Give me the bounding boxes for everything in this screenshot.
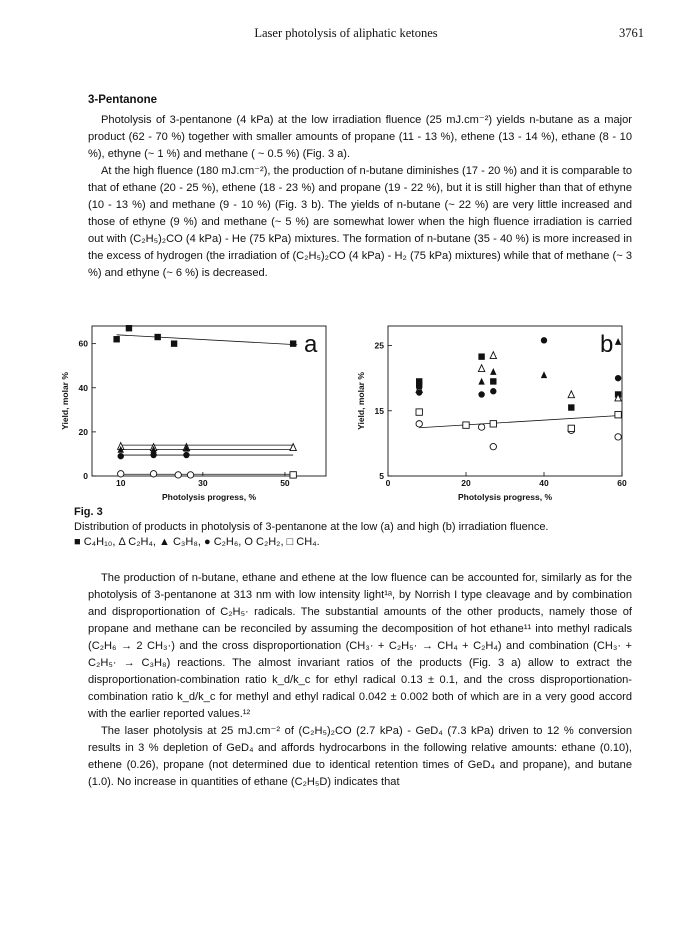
series-ch4 xyxy=(416,409,621,432)
paragraph: The laser photolysis at 25 mJ.cm⁻² of (C₂H₅)₂CO (2.7 kPa) - GeD₄ (7.3 kPa) driven to 12 % conversion results in 3 % depletion of GeD₄ and affords hydrocarbons in the following relative amounts: ethane (0.10), ethene (0.26), propane (not determined due to identical retention times of GeD₄ and propane), and butane (1.0). No increase in quantities of ethane (C₂H₅D) indicates that xyxy=(88,725,632,788)
y-tick-label: 60 xyxy=(78,338,88,349)
x-tick-label: 50 xyxy=(280,478,290,488)
data-point xyxy=(490,421,496,427)
figure-legend: ■ C₄H₁₀, Δ C₂H₄, ▲ C₃H₈, ● C₂H₆, O C₂H₂, □ CH₄. xyxy=(74,536,320,548)
x-tick-label: 20 xyxy=(461,478,471,488)
data-point xyxy=(490,378,496,384)
page-number: 3761 xyxy=(619,26,644,40)
y-tick-label: 15 xyxy=(374,405,384,416)
y-tick-label: 5 xyxy=(379,471,384,481)
trend-line xyxy=(117,335,298,345)
data-point xyxy=(490,443,496,449)
data-point xyxy=(478,365,484,372)
data-point xyxy=(541,371,547,378)
data-point xyxy=(290,340,296,346)
data-point xyxy=(150,452,156,458)
series-c2h2 xyxy=(416,421,621,450)
data-point xyxy=(416,389,422,395)
data-point xyxy=(568,391,574,398)
data-point xyxy=(490,388,496,394)
section-heading: 3-Pentanone xyxy=(88,94,158,106)
data-point xyxy=(187,472,193,478)
panel-label: b xyxy=(600,331,614,358)
data-point xyxy=(175,472,181,478)
panel-label: a xyxy=(304,331,318,358)
data-point xyxy=(478,353,484,359)
figure-caption xyxy=(74,505,634,550)
series-c2h6 xyxy=(118,452,190,460)
data-point xyxy=(463,422,469,428)
data-point xyxy=(615,434,621,440)
trend-line xyxy=(419,415,622,427)
running-title: Laser photolysis of aliphatic ketones xyxy=(254,26,438,40)
plot-frame xyxy=(92,326,326,476)
y-axis-label: Yield, molar % xyxy=(60,372,70,430)
figure-3a-chart xyxy=(60,318,340,502)
series-c4h10 xyxy=(416,353,621,410)
x-tick-label: 10 xyxy=(116,478,126,488)
paragraph: Photolysis of 3-pentanone (4 kPa) at the low irradiation fluence (25 mJ.cm⁻²) yields n-butane as a major product (62 - 70 %) together with smaller amounts of propane (11 - 13 %), ethene (13 - 14 %), ethane (8 - 10 %), ethyne (~ 1 %) and methane ( ~ 0.5 %) (Fig. 3 a). xyxy=(88,114,632,160)
figure-label: Fig. 3 xyxy=(74,506,103,518)
data-point xyxy=(150,471,156,477)
y-axis-label: Yield, molar % xyxy=(356,372,366,430)
series-c2h4 xyxy=(416,352,621,401)
data-point xyxy=(478,391,484,397)
data-point xyxy=(490,352,496,359)
x-tick-label: 0 xyxy=(385,478,391,488)
series-ch4 xyxy=(290,472,296,478)
data-point xyxy=(615,375,621,381)
data-point xyxy=(290,472,296,478)
series-c2h6 xyxy=(416,337,621,398)
series-c3h8 xyxy=(118,445,190,453)
data-point xyxy=(541,337,547,343)
x-tick-label: 40 xyxy=(539,478,549,488)
data-point xyxy=(478,424,484,430)
data-point xyxy=(568,425,574,431)
paragraph: The production of n-butane, ethane and ethene at the low fluence can be accounted for, similarly as for the photolysis of 3-pentanone at 313 nm with low intensity light¹ᵃ, by Norrish I type cleavage and by combination and disproportionation of C₂H₅· radicals. The substantial amounts of the other products, namely those of propane and methane can be reconciled by assuming the decomposition of hot ethane¹¹ into methyl radicals (C₂H₆ → 2 CH₃·) and the cross disproportionation (CH₃· + C₂H₅· → CH₄ + C₂H₄) and combination (CH₃· + C₂H₅· → C₃H₈) reactions. The almost invariant ratios of the products (Fig. 3 a) allow to extract the disproportionation-combination ratio k_d/k_c for ethyl radical 0.13 ± 0.1, and the cross disproportionation-combination ratio k_d/k_c for methyl and ethyl radical 0.042 ± 0.002 both of which are in a very good accord with the earlier reported values.¹² xyxy=(88,572,632,720)
data-point xyxy=(171,340,177,346)
data-point xyxy=(490,368,496,375)
data-point xyxy=(416,421,422,427)
data-point xyxy=(416,409,422,415)
data-point xyxy=(615,338,621,345)
x-tick-label: 60 xyxy=(617,478,627,488)
body-text-bottom xyxy=(88,570,632,791)
figure-3b-chart xyxy=(348,318,634,502)
body-text-top xyxy=(88,112,632,282)
data-point xyxy=(183,452,189,458)
y-tick-label: 20 xyxy=(78,426,88,437)
data-point xyxy=(118,471,124,477)
data-point xyxy=(615,411,621,417)
y-tick-label: 0 xyxy=(83,471,88,481)
series-c3h8 xyxy=(416,338,621,389)
x-axis-label: Photolysis progress, % xyxy=(458,492,552,502)
running-header xyxy=(0,26,692,46)
x-tick-label: 30 xyxy=(198,478,208,488)
plot-frame xyxy=(388,326,622,476)
y-tick-label: 40 xyxy=(78,382,88,393)
paragraph: At the high fluence (180 mJ.cm⁻²), the production of n-butane diminishes (17 - 20 %) and it is comparable to that of ethane (20 - 25 %), ethene (18 - 23 %) and propane (19 - 22 %), but it is still higher than that of ethyne (10 - 13 %) and methane (9 - 10 %) (Fig. 3 b). The yields of n-butane (~ 22 %) are very little increased and those of ethyne (9 %) and methane (~ 5 %) are somewhat lower when the high fluence irradiation is carried out with (C₂H₅)₂CO (4 kPa) - He (75 kPa) mixtures. The formation of n-butane (35 - 40 %) is more increased in the excess of hydrogen (the irradiation of (C₂H₅)₂CO (4 kPa) - H₂ (75 kPa) mixtures) while that of methane (~ 3 %) and ethyne (~ 6 %) is decreased. xyxy=(88,165,632,279)
data-point xyxy=(126,325,132,331)
data-point xyxy=(478,378,484,385)
data-point xyxy=(154,334,160,340)
figure-caption-text: Distribution of products in photolysis of 3-pentanone at the low (a) and high (b) irradiation fluence. xyxy=(74,521,549,533)
data-point xyxy=(113,336,119,342)
data-point xyxy=(290,444,296,451)
x-axis-label: Photolysis progress, % xyxy=(162,492,256,502)
y-tick-label: 25 xyxy=(374,340,384,351)
data-point xyxy=(118,453,124,459)
data-point xyxy=(568,404,574,410)
